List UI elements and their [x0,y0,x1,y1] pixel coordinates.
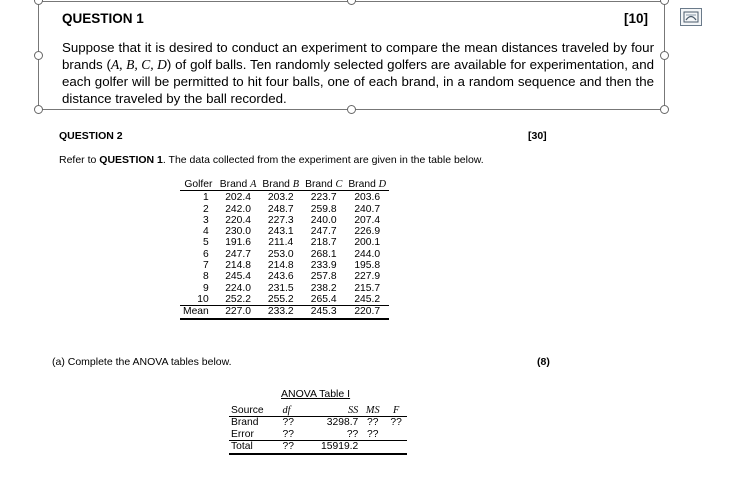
anova-title-text: ANOVA Table I [281,388,351,400]
value-cell: 257.8 [310,271,337,283]
brand-letters: A, B, C, D [110,57,167,72]
question2-intro-ref: QUESTION 1 [99,154,163,166]
anova-f-cell [385,441,407,454]
value-cell: 211.4 [268,237,294,249]
value-cell: 259.8 [310,203,337,215]
table-row [180,260,389,271]
golfer-cell: 3 [203,214,209,226]
anova-table [229,405,407,455]
table-row [180,226,389,237]
anova-header-f: F [385,405,407,417]
value-cell: 245.4 [225,271,251,283]
mean-label: Mean [180,306,217,319]
value-cell: 231.5 [267,282,294,294]
golfer-cell: 9 [203,282,209,294]
anova-row-error [229,429,407,441]
value-cell: 227.9 [354,271,381,283]
header-brand-a-word: Brand [219,179,248,190]
golfer-cell: 5 [203,237,209,249]
anova-source-cell: Brand [231,417,259,429]
resize-handle-middle-right[interactable] [660,51,669,60]
golfer-cell: 2 [203,203,209,215]
value-cell: 195.8 [354,260,381,272]
anova-table-title [281,388,350,400]
anova-source-cell: Error [231,428,254,440]
table-row [180,237,389,248]
question2-intro-part1: Refer to [59,154,100,166]
value-cell: 255.2 [267,293,294,305]
golfer-cell: 6 [203,248,209,260]
anova-ms-cell: ?? [367,417,379,429]
anova-df-cell: ?? [282,428,294,440]
mean-cell: 227.0 [217,306,260,319]
header-brand-d [345,179,389,191]
value-cell: 214.8 [225,260,251,272]
header-brand-c-letter: C [335,179,343,190]
anova-row-total [229,441,407,454]
part-a-marks: (8) [537,356,550,368]
question1-marks: [10] [624,11,649,26]
header-brand-b-word: Brand [262,179,290,190]
question1-body-part2: ) of golf balls. Ten randomly selected golfers are available for experimentation, and each golfer will be permitted to hit four balls, one of each brand, in a random sequence and then the distance traveled by the ball recorded. [62,57,654,106]
value-cell: 214.8 [267,260,294,272]
table-row [180,249,389,260]
golfer-cell: 10 [197,293,209,305]
value-cell: 233.9 [310,260,337,272]
table-row [180,294,389,306]
question1-title: QUESTION 1 [62,11,144,26]
anova-source-cell: Total [229,441,281,454]
header-golfer: Golfer [180,179,217,191]
value-cell: 224.0 [225,282,251,294]
anova-header-df: df [281,405,303,417]
header-brand-a-letter: A [250,179,257,190]
mean-cell: 220.7 [345,306,389,319]
value-cell: 245.2 [354,293,381,305]
resize-handle-top-right[interactable] [660,0,669,5]
value-cell: 247.7 [310,226,337,238]
anova-f-cell [385,429,407,441]
value-cell: 268.1 [310,248,337,260]
anova-ss-cell: 3298.7 [326,417,359,429]
value-cell: 226.9 [354,226,381,238]
value-cell: 230.0 [225,226,251,238]
data-table-header [180,179,389,191]
value-cell: 265.4 [310,293,337,305]
anova-header-ss: SS [302,405,360,417]
value-cell: 191.6 [225,237,251,249]
header-brand-a [217,179,260,191]
question2-intro [59,154,484,166]
anova-ms-cell [360,441,385,454]
value-cell: 240.0 [310,214,337,226]
anova-ms-cell: ?? [367,428,379,440]
table-row [180,215,389,226]
picture-frame-icon[interactable] [680,8,702,26]
resize-handle-middle-left[interactable] [34,51,43,60]
table-row [180,283,389,294]
mean-cell: 245.3 [302,306,345,319]
table-row [180,271,389,282]
question2-intro-part2: . The data collected from the experiment are given in the table below. [162,154,484,166]
value-cell: 203.6 [354,192,381,204]
resize-handle-bottom-left[interactable] [34,105,43,114]
value-cell: 218.7 [310,237,337,249]
value-cell: 252.2 [225,293,251,305]
anova-header-source: Source [229,405,281,417]
anova-header [229,405,407,417]
resize-handle-bottom-right[interactable] [660,105,669,114]
value-cell: 248.7 [267,203,294,215]
anova-f-cell: ?? [390,417,402,429]
table-row [180,191,389,204]
value-cell: 253.0 [267,248,294,260]
anova-df-cell: ?? [282,417,294,429]
question2-marks: [30] [528,130,547,142]
value-cell: 247.7 [225,248,251,260]
header-brand-d-letter: D [378,179,387,190]
golf-data-table [180,179,389,320]
value-cell: 203.2 [267,192,294,204]
part-a-instruction: (a) Complete the ANOVA tables below. [52,356,232,368]
value-cell: 223.7 [310,192,337,204]
anova-header-ms: MS [360,405,385,417]
golfer-cell: 7 [203,260,209,272]
value-cell: 238.2 [310,282,337,294]
value-cell: 242.0 [225,203,251,215]
question1-body-part1: Suppose that it is desired to conduct an experiment to compare the mean distances traveled by four brands ( [62,40,654,72]
value-cell: 207.4 [354,214,381,226]
anova-ss-cell: 15919.2 [302,441,360,454]
mean-row [180,306,389,319]
header-brand-b-letter: B [292,179,300,190]
value-cell: 215.7 [354,282,381,294]
header-brand-c-word: Brand [305,179,333,190]
golfer-cell: 1 [203,192,209,204]
value-cell: 243.6 [267,271,294,283]
value-cell: 227.3 [267,214,294,226]
header-brand-b [259,179,302,191]
golfer-cell: 4 [203,226,209,238]
question2-title: QUESTION 2 [59,130,123,142]
anova-df-cell: ?? [281,441,303,454]
anova-ss-cell: ?? [346,428,359,440]
header-brand-d-word: Brand [348,179,376,190]
value-cell: 243.1 [267,226,294,238]
question1-body [62,39,654,107]
value-cell: 240.7 [354,203,381,215]
value-cell: 220.4 [225,214,251,226]
value-cell: 200.1 [354,237,381,249]
anova-row-brand [229,417,407,429]
golfer-cell: 8 [203,271,209,283]
table-row [180,204,389,215]
value-cell: 202.4 [225,192,251,204]
value-cell: 244.0 [354,248,381,260]
header-brand-c [302,179,345,191]
mean-cell: 233.2 [259,306,302,319]
